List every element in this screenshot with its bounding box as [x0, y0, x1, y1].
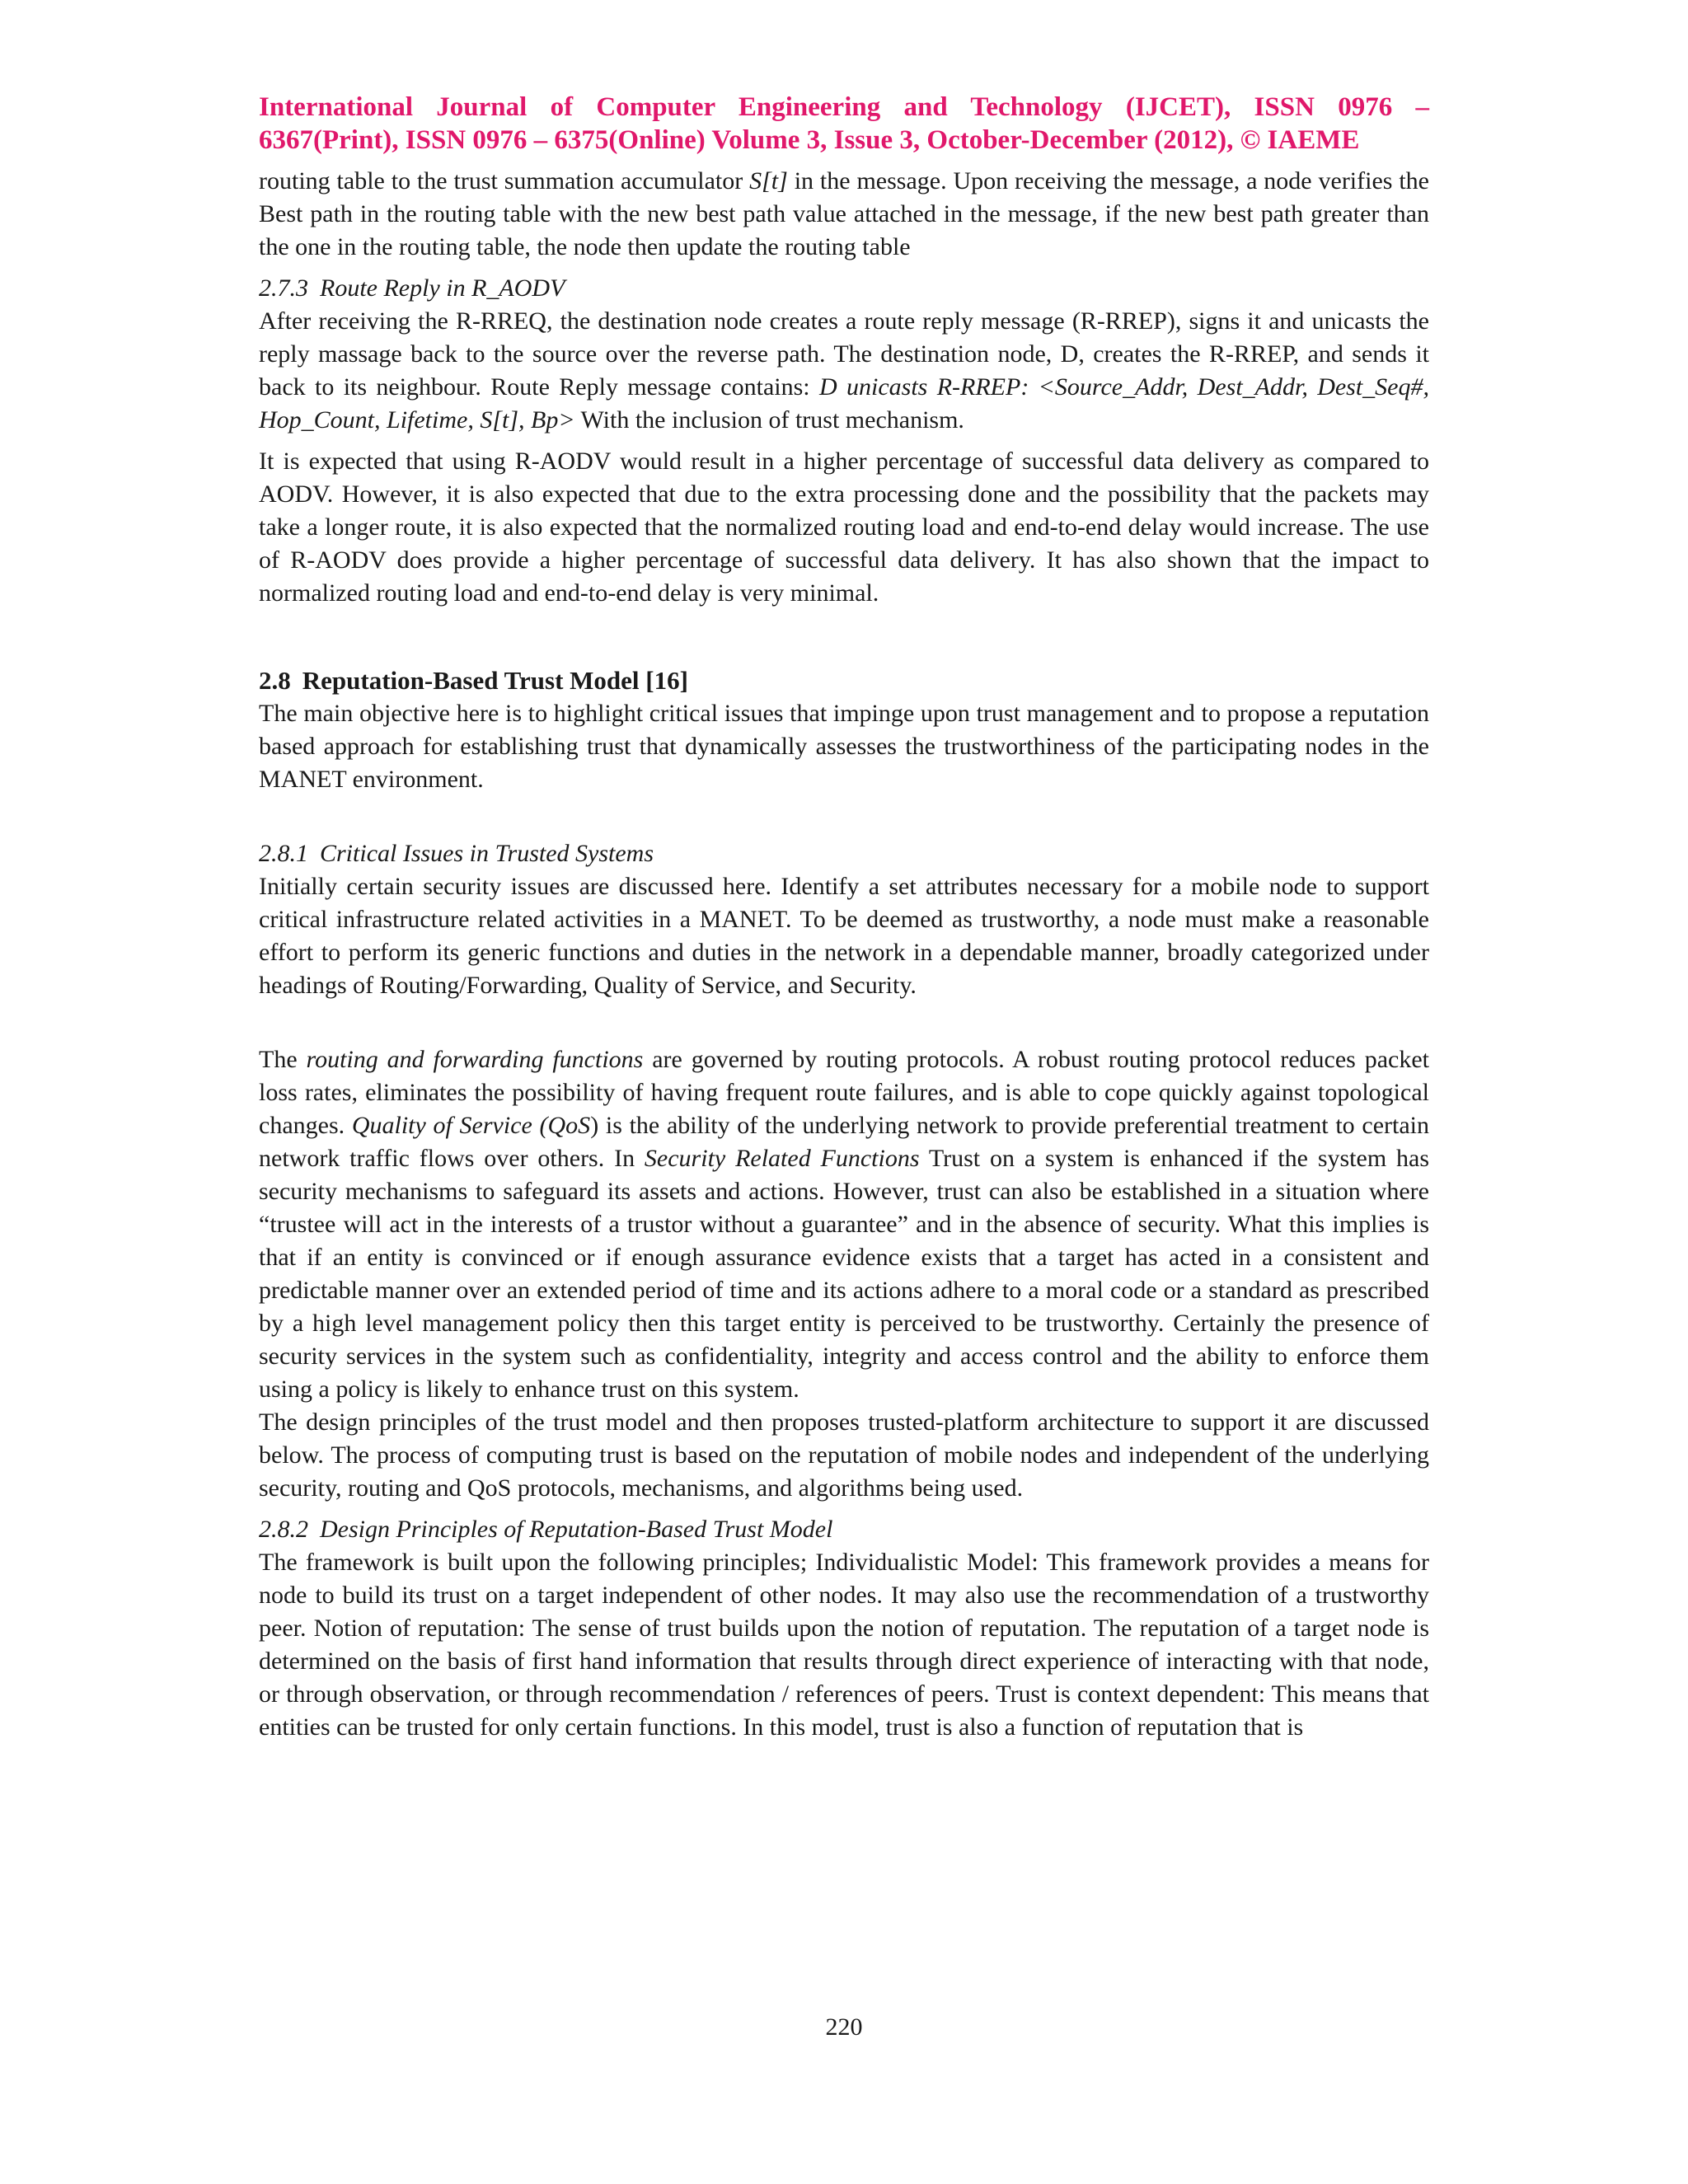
- section-2-7-3-paragraph-2: It is expected that using R-AODV would result in a higher percentage of successful data delivery as compared to AODV. However, it is also expected that due to the extra processing done and the possibility that the packets may take a longer route, it is also expected that the normalized routing load and end-to-end delay would increase. The use of R-AODV does provide a higher percentage of successful data delivery. It has also shown that the impact to normalized routing load and end-to-end delay is very minimal.: [259, 448, 1429, 607]
- page-number: 220: [825, 2013, 863, 2041]
- section-2-7-3-heading: [259, 272, 1429, 305]
- paper-page: [259, 91, 1429, 1744]
- italic-text-run: S[t]: [749, 167, 788, 194]
- section-2-8-1-paragraph-1: Initially certain security issues are discussed here. Identify a set attributes necessary for a mobile node to support critical infrastructure related activities in a MANET. To be deemed as trustworthy, a node must make a reasonable effort to perform its generic functions and duties in the network in a dependable manner, broadly categorized under headings of Routing/Forwarding, Quality of Service, and Security.: [259, 873, 1429, 999]
- section-2-7-3-paragraph-1: [259, 305, 1429, 437]
- section-2-8-2-heading: [259, 1513, 1429, 1546]
- text-run: in the message. Upon receiving the message, a node verifies the Best path in the routing table with the new best path value attached in the message, if the new best path greater than the one in the routing table, the node then update the routing table: [259, 167, 1429, 260]
- italic-text-run: Quality of Service (QoS: [351, 1112, 591, 1139]
- section-number: 2.8.1: [259, 840, 308, 867]
- text-run: ) is the ability of the underlying network to provide preferential treatment to certain network traffic flows over others. In: [259, 1112, 1429, 1172]
- section-2-8-1-paragraph-2: [259, 1043, 1429, 1406]
- text-run: Trust on a system is enhanced if the system has security mechanisms to safeguard its assets and actions. However, trust can also be established in a situation where “trustee will act in the interests of a trustor without a guarantee” and in the absence of security. What this implies is that if an entity is convinced or if enough assurance evidence exists that a target has acted in a consistent and predictable manner over an extended period of time and its actions adhere to a moral code or a standard as prescribed by a high level management policy then this target entity is perceived to be trustworthy. Certainly the presence of security services in the system such as confidentiality, integrity and access control and the ability to enforce them using a policy is likely to enhance trust on this system.: [259, 1145, 1429, 1403]
- section-number: 2.7.3: [259, 274, 308, 302]
- journal-header: [259, 91, 1429, 157]
- section-2-8-2-paragraph-1: The framework is built upon the following principles; Individualistic Model: This framework provides a means for node to build its trust on a target independent of other nodes. It may also use the recommendation of a trustworthy peer. Notion of reputation: The sense of trust builds upon the notion of reputation. The reputation of a target node is determined on the basis of first hand information that results through direct experience of interacting with that node, or through observation, or through recommendation / references of peers. Trust is context dependent: This means that entities can be trusted for only certain functions. In this model, trust is also a function of reputation that is: [259, 1549, 1429, 1741]
- section-2-8-paragraph-1: The main objective here is to highlight critical issues that impinge upon trust management and to propose a reputation based approach for establishing trust that dynamically assesses the trustworthiness of the participating nodes in the MANET environment.: [259, 700, 1429, 793]
- section-title: Route Reply in R_AODV: [320, 274, 565, 302]
- italic-text-run: D unicasts R-RREP: <Source_Addr, Dest_Addr, Dest_Seq#, Hop_Count, Lifetime, S[t], Bp>: [259, 373, 1429, 434]
- section-2-8-1-heading: [259, 837, 1429, 870]
- section-number: 2.8: [259, 666, 291, 695]
- text-run: The: [259, 1046, 307, 1073]
- text-run: With the inclusion of trust mechanism.: [574, 406, 964, 434]
- journal-header-line-1: International Journal of Computer Engineering and Technology (IJCET), ISSN 0976 –: [259, 92, 1429, 122]
- section-2-8-heading: [259, 664, 1429, 697]
- journal-header-line-2: 6367(Print), ISSN 0976 – 6375(Online) Volume 3, Issue 3, October-December (2012), © IAEME: [259, 125, 1360, 155]
- intro-paragraph: [259, 165, 1429, 264]
- section-2-8-1-paragraph-3: The design principles of the trust model and then proposes trusted-platform architecture to support it are discussed below. The process of computing trust is based on the reputation of mobile nodes and independent of the underlying security, routing and QoS protocols, mechanisms, and algorithms being used.: [259, 1408, 1429, 1502]
- section-title: Reputation-Based Trust Model [16]: [302, 666, 688, 695]
- italic-text-run: Security Related Functions: [644, 1145, 920, 1172]
- section-title: Critical Issues in Trusted Systems: [320, 840, 654, 867]
- text-run: routing table to the trust summation accumulator: [259, 167, 750, 194]
- section-title: Design Principles of Reputation-Based Trust Model: [320, 1516, 833, 1543]
- section-number: 2.8.2: [259, 1516, 308, 1543]
- text-run: After receiving the R-RREQ, the destination node creates a route reply message (R-RREP), signs it and unicasts the reply massage back to the source over the reverse path. The destination node, D, creates the R-RREP, and sends it back to its neighbour. Route Reply message contains:: [259, 307, 1429, 401]
- italic-text-run: routing and forwarding functions: [306, 1046, 644, 1073]
- text-run: are governed by routing protocols. A robust routing protocol reduces packet loss rates, eliminates the possibility of having frequent route failures, and is able to cope quickly against topological changes.: [259, 1046, 1429, 1139]
